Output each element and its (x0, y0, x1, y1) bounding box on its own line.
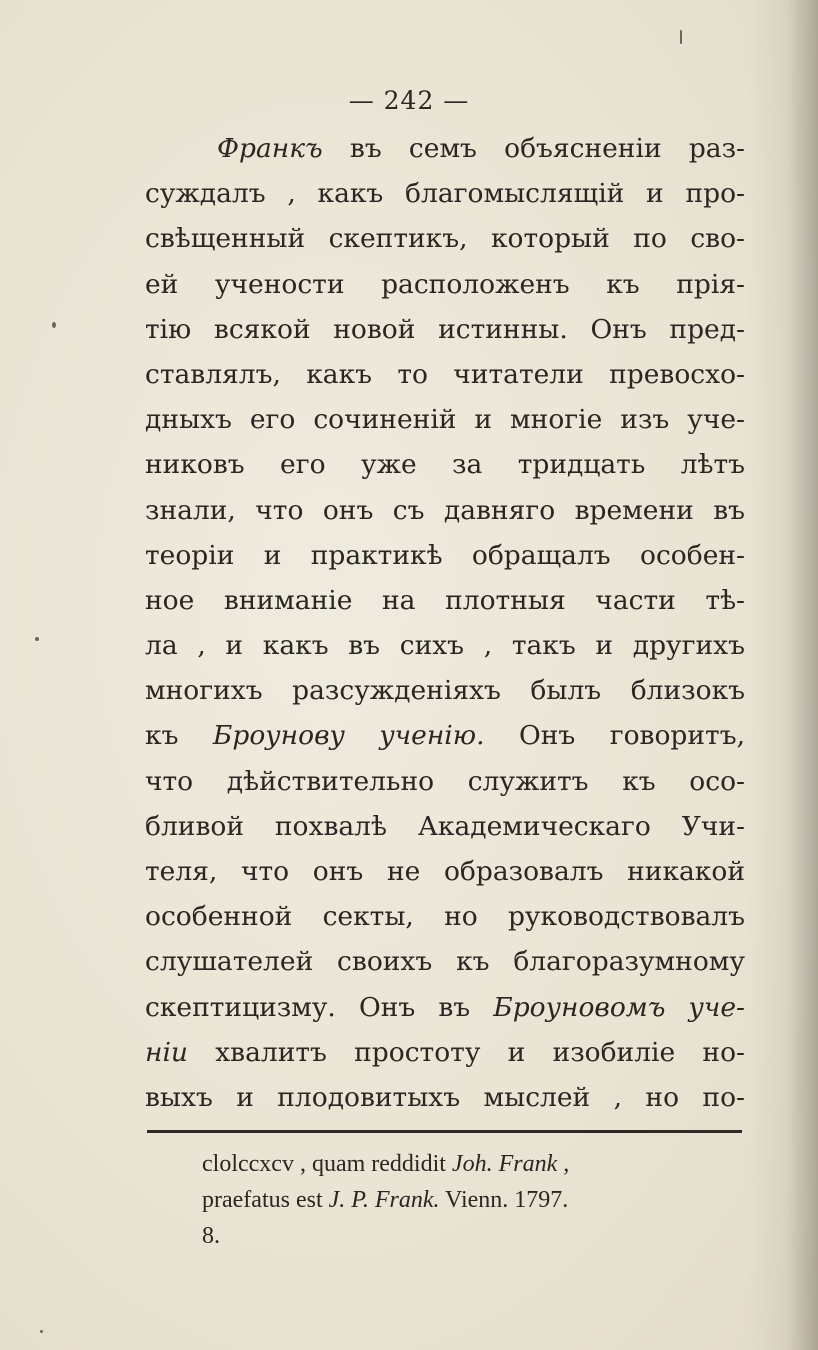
text-line (145, 578, 745, 623)
footnote-line (202, 1218, 747, 1254)
text-line (145, 397, 745, 442)
text-line (145, 307, 745, 352)
text-segment: Joh. Frank (451, 1151, 558, 1177)
text-segment: тію всякой новой истинны. Онъ пред- (145, 313, 745, 345)
text-segment: теля, что онъ не образовалъ никакой (145, 856, 745, 887)
page-number: — 242 — (348, 86, 470, 115)
text-segment: , (557, 1151, 570, 1177)
text-segment: хвалитъ простоту и изобиліе но- (188, 1036, 745, 1068)
paper-speck (35, 637, 39, 641)
text-line (145, 488, 745, 533)
text-segment: знали, что онъ съ давняго времени въ (145, 494, 745, 526)
paper-speck (40, 1330, 43, 1333)
text-segment: ставлялъ, какъ то читатели превосхо- (145, 358, 745, 390)
text-segment: ей учености расположенъ къ прія- (145, 268, 745, 300)
text-line (145, 352, 745, 397)
text-line (145, 668, 745, 713)
text-line (145, 442, 745, 487)
text-segment: къ (145, 720, 213, 752)
text-segment: что дѣйствительно служитъ къ осо- (145, 765, 745, 797)
paper-speck (52, 322, 56, 328)
text-line (145, 1030, 745, 1075)
text-segment: praefatus est (202, 1187, 329, 1213)
text-line (145, 262, 745, 307)
text-line (145, 126, 745, 171)
text-segment: Франкъ (217, 133, 323, 164)
text-segment: свѣщенный скептикъ, который по сво- (145, 223, 745, 255)
text-segment: 8. (202, 1223, 220, 1249)
text-line (145, 216, 745, 261)
text-line (145, 759, 745, 804)
text-segment: Броуновомъ уче- (493, 991, 745, 1023)
text-segment: многихъ разсужденіяхъ былъ близокъ (145, 675, 745, 707)
text-segment: ніи (145, 1036, 188, 1068)
text-segment: ное вниманіе на плотныя части тѣ- (145, 584, 745, 616)
text-line (145, 849, 745, 894)
footnote-block (202, 1146, 747, 1254)
text-line (145, 533, 745, 578)
text-line (145, 985, 745, 1030)
text-segment: дныхъ его сочиненій и многіе изъ уче- (145, 404, 745, 436)
text-segment: никовъ его уже за тридцать лѣтъ (145, 449, 745, 481)
text-line (145, 1075, 745, 1120)
text-line (145, 894, 745, 939)
paper-speck (680, 30, 682, 44)
text-segment: суждалъ , какъ благомыслящій и про- (145, 178, 745, 210)
text-segment: слушателей своихъ къ благоразумному (145, 946, 745, 978)
text-line (145, 713, 745, 758)
text-segment: теоріи и практикѣ обращалъ особен- (145, 539, 745, 571)
text-segment: Онъ говоритъ, (484, 720, 745, 752)
footnote-rule (147, 1130, 742, 1133)
page-edge-shadow (748, 0, 818, 1350)
text-line (145, 623, 745, 668)
text-line (145, 939, 745, 984)
text-segment: бливой похвалѣ Академическаго Учи- (145, 810, 745, 842)
text-segment: въ семъ объясненіи раз- (322, 133, 745, 164)
text-line (145, 804, 745, 849)
main-text-block (145, 126, 745, 1120)
text-segment: clolccxcv , quam reddidit (202, 1151, 452, 1177)
footnote-line (202, 1146, 747, 1182)
text-segment: особенной секты, но руководствовалъ (145, 901, 745, 933)
footnote-line (202, 1182, 747, 1218)
text-segment: Броунову ученію. (212, 720, 485, 752)
text-segment: выхъ и плодовитыхъ мыслей , но по- (145, 1081, 745, 1113)
text-line (145, 171, 745, 216)
text-segment: Vienn. 1797. (439, 1187, 569, 1213)
text-segment: скептицизму. Онъ въ (145, 991, 494, 1023)
text-segment: J. P. Frank. (328, 1187, 440, 1213)
text-segment: ла , и какъ въ сихъ , такъ и другихъ (145, 630, 745, 662)
